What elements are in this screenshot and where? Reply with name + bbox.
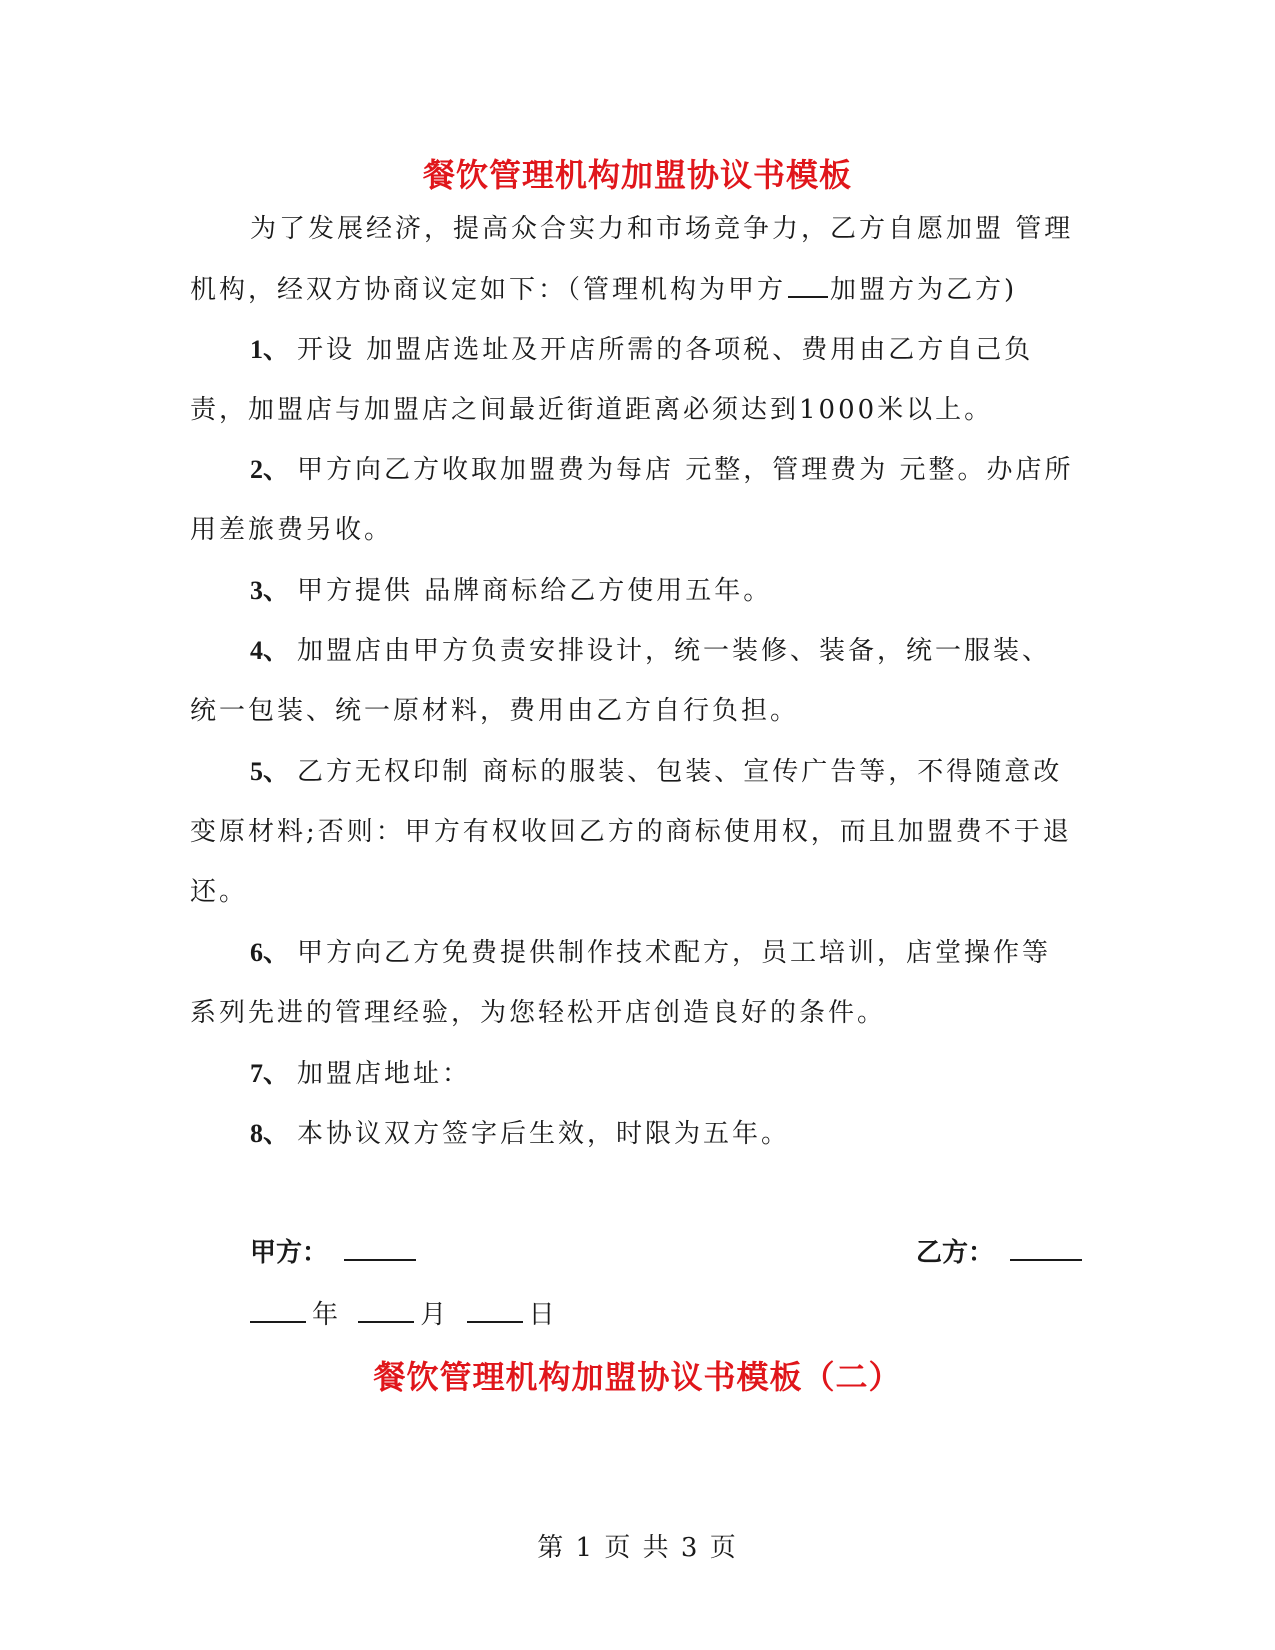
clause-number: 4、 bbox=[250, 636, 290, 665]
clause-1-line-2: 责，加盟店与加盟店之间最近街道距离必须达到1000米以上。 bbox=[190, 395, 994, 425]
clause-text: 乙方无权印制 商标的服装、包装、宣传广告等，不得随意改 bbox=[297, 757, 1063, 787]
document-title: 餐饮管理机构加盟协议书模板 bbox=[422, 156, 852, 194]
intro-line-2 bbox=[190, 272, 1017, 307]
clause-4-line-2: 统一包装、统一原材料，费用由乙方自行负担。 bbox=[190, 696, 800, 726]
intro-line-2b: 加盟方为乙方) bbox=[830, 275, 1018, 305]
party-b-label: 乙方： bbox=[916, 1238, 995, 1268]
clause-6-line-1 bbox=[250, 936, 1051, 970]
clause-3-line-1 bbox=[250, 574, 772, 608]
intro-blank bbox=[788, 272, 828, 298]
clause-number: 5、 bbox=[250, 757, 290, 786]
clause-number: 6、 bbox=[250, 938, 290, 967]
clause-number: 2、 bbox=[250, 455, 290, 484]
clause-text: 开设 加盟店选址及开店所需的各项税、费用由乙方自己负 bbox=[297, 335, 1034, 365]
clause-5-line-1 bbox=[250, 755, 1062, 789]
party-b-signature bbox=[916, 1232, 1082, 1269]
month-blank bbox=[358, 1297, 414, 1323]
clause-number: 1、 bbox=[250, 335, 290, 364]
party-a-signature-line bbox=[344, 1235, 416, 1261]
clause-number: 8、 bbox=[250, 1119, 290, 1148]
clause-5-line-2: 变原材料;否则：甲方有权收回乙方的商标使用权，而且加盟费不于退 bbox=[190, 817, 1072, 847]
year-label: 年 bbox=[312, 1300, 339, 1330]
intro-line-2a: 机构，经双方协商议定如下：（管理机构为甲方 bbox=[190, 275, 787, 305]
party-b-signature-line bbox=[1010, 1235, 1082, 1261]
year-blank bbox=[250, 1297, 306, 1323]
clause-2-line-2: 用差旅费另收。 bbox=[190, 515, 394, 545]
clause-number: 3、 bbox=[250, 576, 290, 605]
clause-4-line-1 bbox=[250, 634, 1051, 668]
party-a-label: 甲方： bbox=[250, 1238, 329, 1268]
clause-6-line-2: 系列先进的管理经验，为您轻松开店创造良好的条件。 bbox=[190, 998, 887, 1028]
clause-1-line-1 bbox=[250, 333, 1033, 367]
clause-text: 甲方提供 品牌商标给乙方使用五年。 bbox=[297, 576, 773, 606]
clause-text: 本协议双方签字后生效，时限为五年。 bbox=[297, 1119, 791, 1149]
party-a-signature bbox=[250, 1232, 416, 1269]
clause-number: 7、 bbox=[250, 1059, 290, 1088]
clause-5-line-3: 还。 bbox=[190, 877, 249, 907]
clause-text: 加盟店由甲方负责安排设计，统一装修、装备，统一服装、 bbox=[297, 636, 1052, 666]
page-footer: 第 1 页 共 3 页 bbox=[537, 1533, 738, 1563]
clause-7-line-1 bbox=[250, 1057, 471, 1091]
clause-2-line-1 bbox=[250, 453, 1074, 487]
intro-line-1: 为了发展经济，提高众合实力和市场竞争力，乙方自愿加盟 管理 bbox=[250, 214, 1074, 244]
day-blank bbox=[467, 1297, 523, 1323]
month-label: 月 bbox=[420, 1300, 447, 1330]
day-label: 日 bbox=[528, 1300, 555, 1330]
clause-text: 甲方向乙方免费提供制作技术配方，员工培训，店堂操作等 bbox=[297, 938, 1052, 968]
signing-date bbox=[250, 1294, 555, 1331]
clause-8-line-1 bbox=[250, 1117, 790, 1151]
clause-text: 甲方向乙方收取加盟费为每店 元整，管理费为 元整。办店所 bbox=[297, 455, 1074, 485]
clause-text: 加盟店地址： bbox=[297, 1059, 472, 1089]
second-template-title: 餐饮管理机构加盟协议书模板（二） bbox=[373, 1358, 902, 1396]
